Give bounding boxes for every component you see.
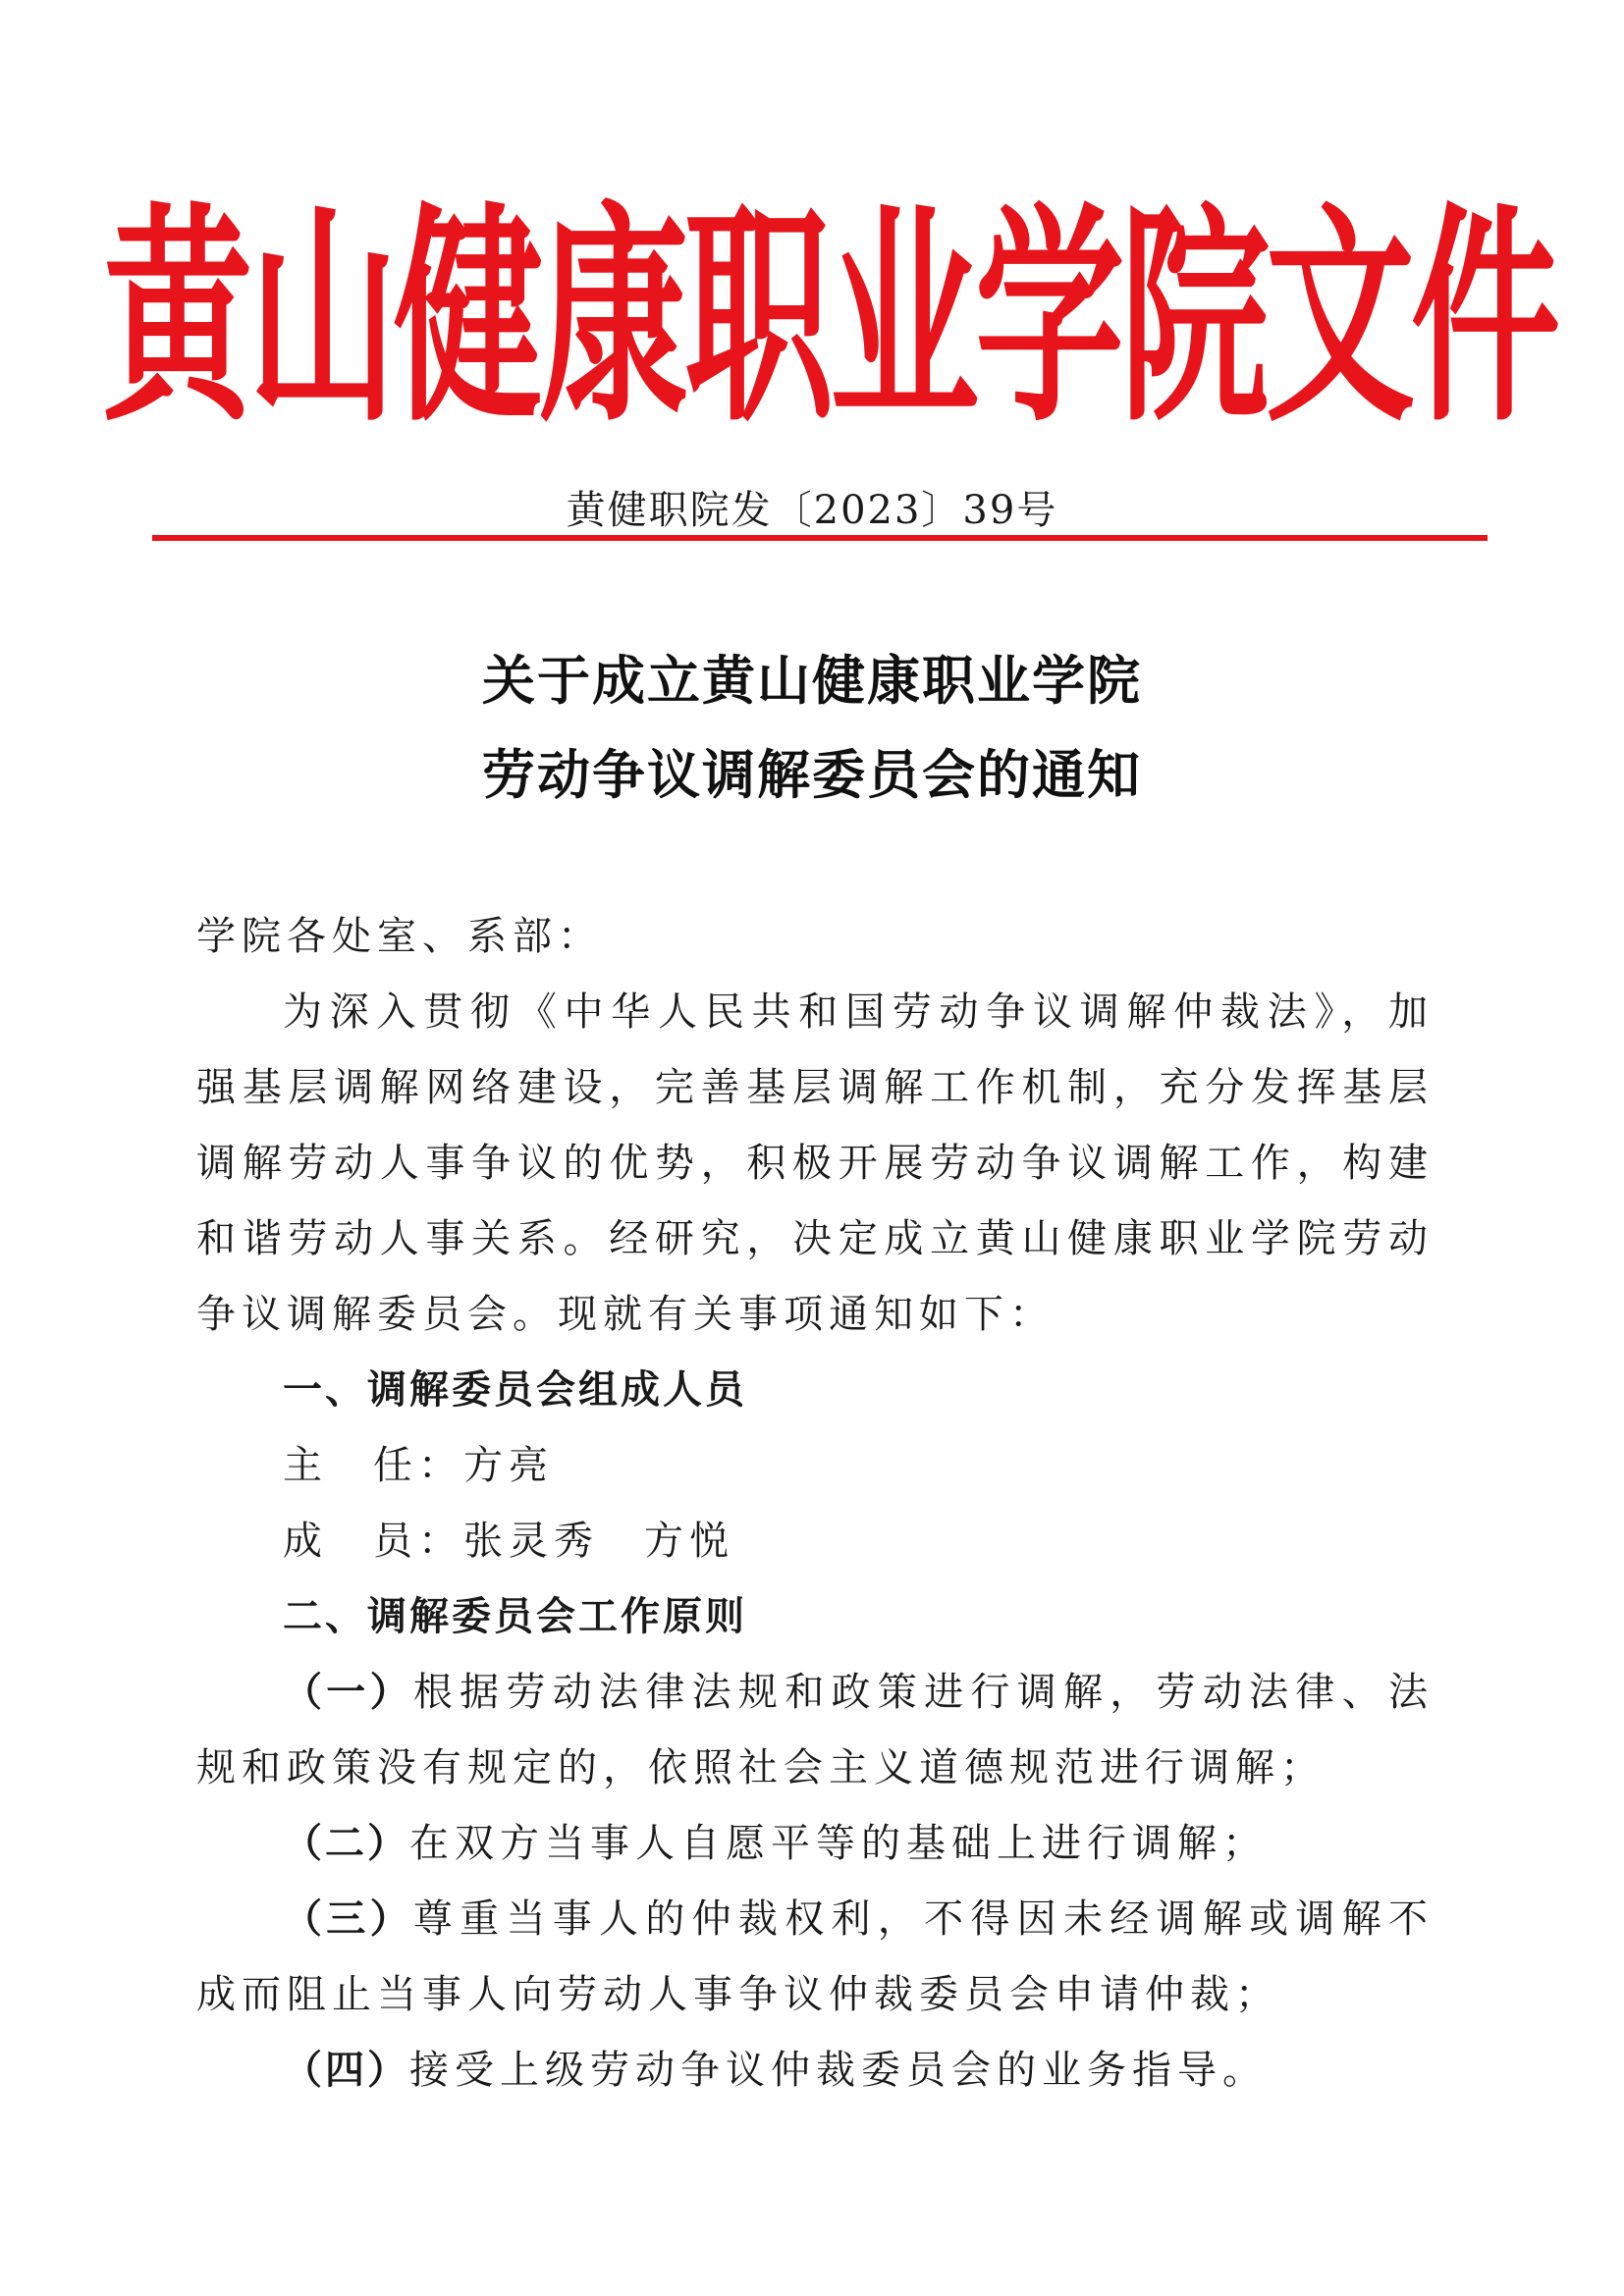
notice-title-line-2: 劳动争议调解委员会的通知 [482, 743, 1142, 806]
principle-item [196, 1806, 1434, 1882]
notice-title [0, 633, 1624, 822]
principle-number: （四） [283, 2048, 409, 2093]
red-divider-line [152, 535, 1488, 541]
principle-number: （二） [283, 1821, 409, 1866]
members-names: 张灵秀 方悦 [463, 1519, 734, 1564]
principle-text: 在双方当事人自愿平等的基础上进行调解； [409, 1821, 1268, 1866]
members-role-label: 成 员： [283, 1519, 463, 1564]
salutation: 学院各处室、系部： [196, 914, 603, 959]
notice-title-line-1: 关于成立黄山健康职业学院 [482, 649, 1142, 712]
intro-paragraph: 为深入贯彻《中华人民共和国劳动争议调解仲裁法》，加强基层调解网络建设，完善基层调解工作机制，充分发挥基层调解劳动人事争议的优势，积极开展劳动争议调解工作，构建和谐劳动人事关系。经研究，决定成立黄山健康职业学院劳动争议调解委员会。现就有关事项通知如下： [196, 989, 1434, 1337]
director-line [196, 1428, 1434, 1504]
members-line [196, 1504, 1434, 1579]
notice-body [196, 899, 1434, 2109]
section-1-heading: 一、调解委员会组成人员 [283, 1367, 747, 1413]
principle-number: （一） [283, 1670, 413, 1715]
document-number: 黄健职院发〔2023〕39号 [566, 488, 1058, 533]
principle-item [196, 1882, 1434, 2033]
director-name: 方亮 [463, 1443, 554, 1488]
masthead-title: 黄山健康职业学院文件 [103, 184, 1556, 454]
principle-item [196, 2033, 1434, 2109]
principle-item [196, 1655, 1434, 1806]
principle-text: 根据劳动法律法规和政策进行调解，劳动法律、法规和政策没有规定的，依照社会主义道德规范进行调解； [196, 1670, 1434, 1790]
principle-number: （三） [283, 1896, 413, 1942]
director-role-label: 主 任： [283, 1443, 463, 1488]
principle-text: 尊重当事人的仲裁权利，不得因未经调解或调解不成而阻止当事人向劳动人事争议仲裁委员会申请仲裁； [196, 1896, 1434, 2017]
section-2-heading: 二、调解委员会工作原则 [283, 1594, 747, 1639]
principle-text: 接受上级劳动争议仲裁委员会的业务指导。 [409, 2048, 1268, 2093]
